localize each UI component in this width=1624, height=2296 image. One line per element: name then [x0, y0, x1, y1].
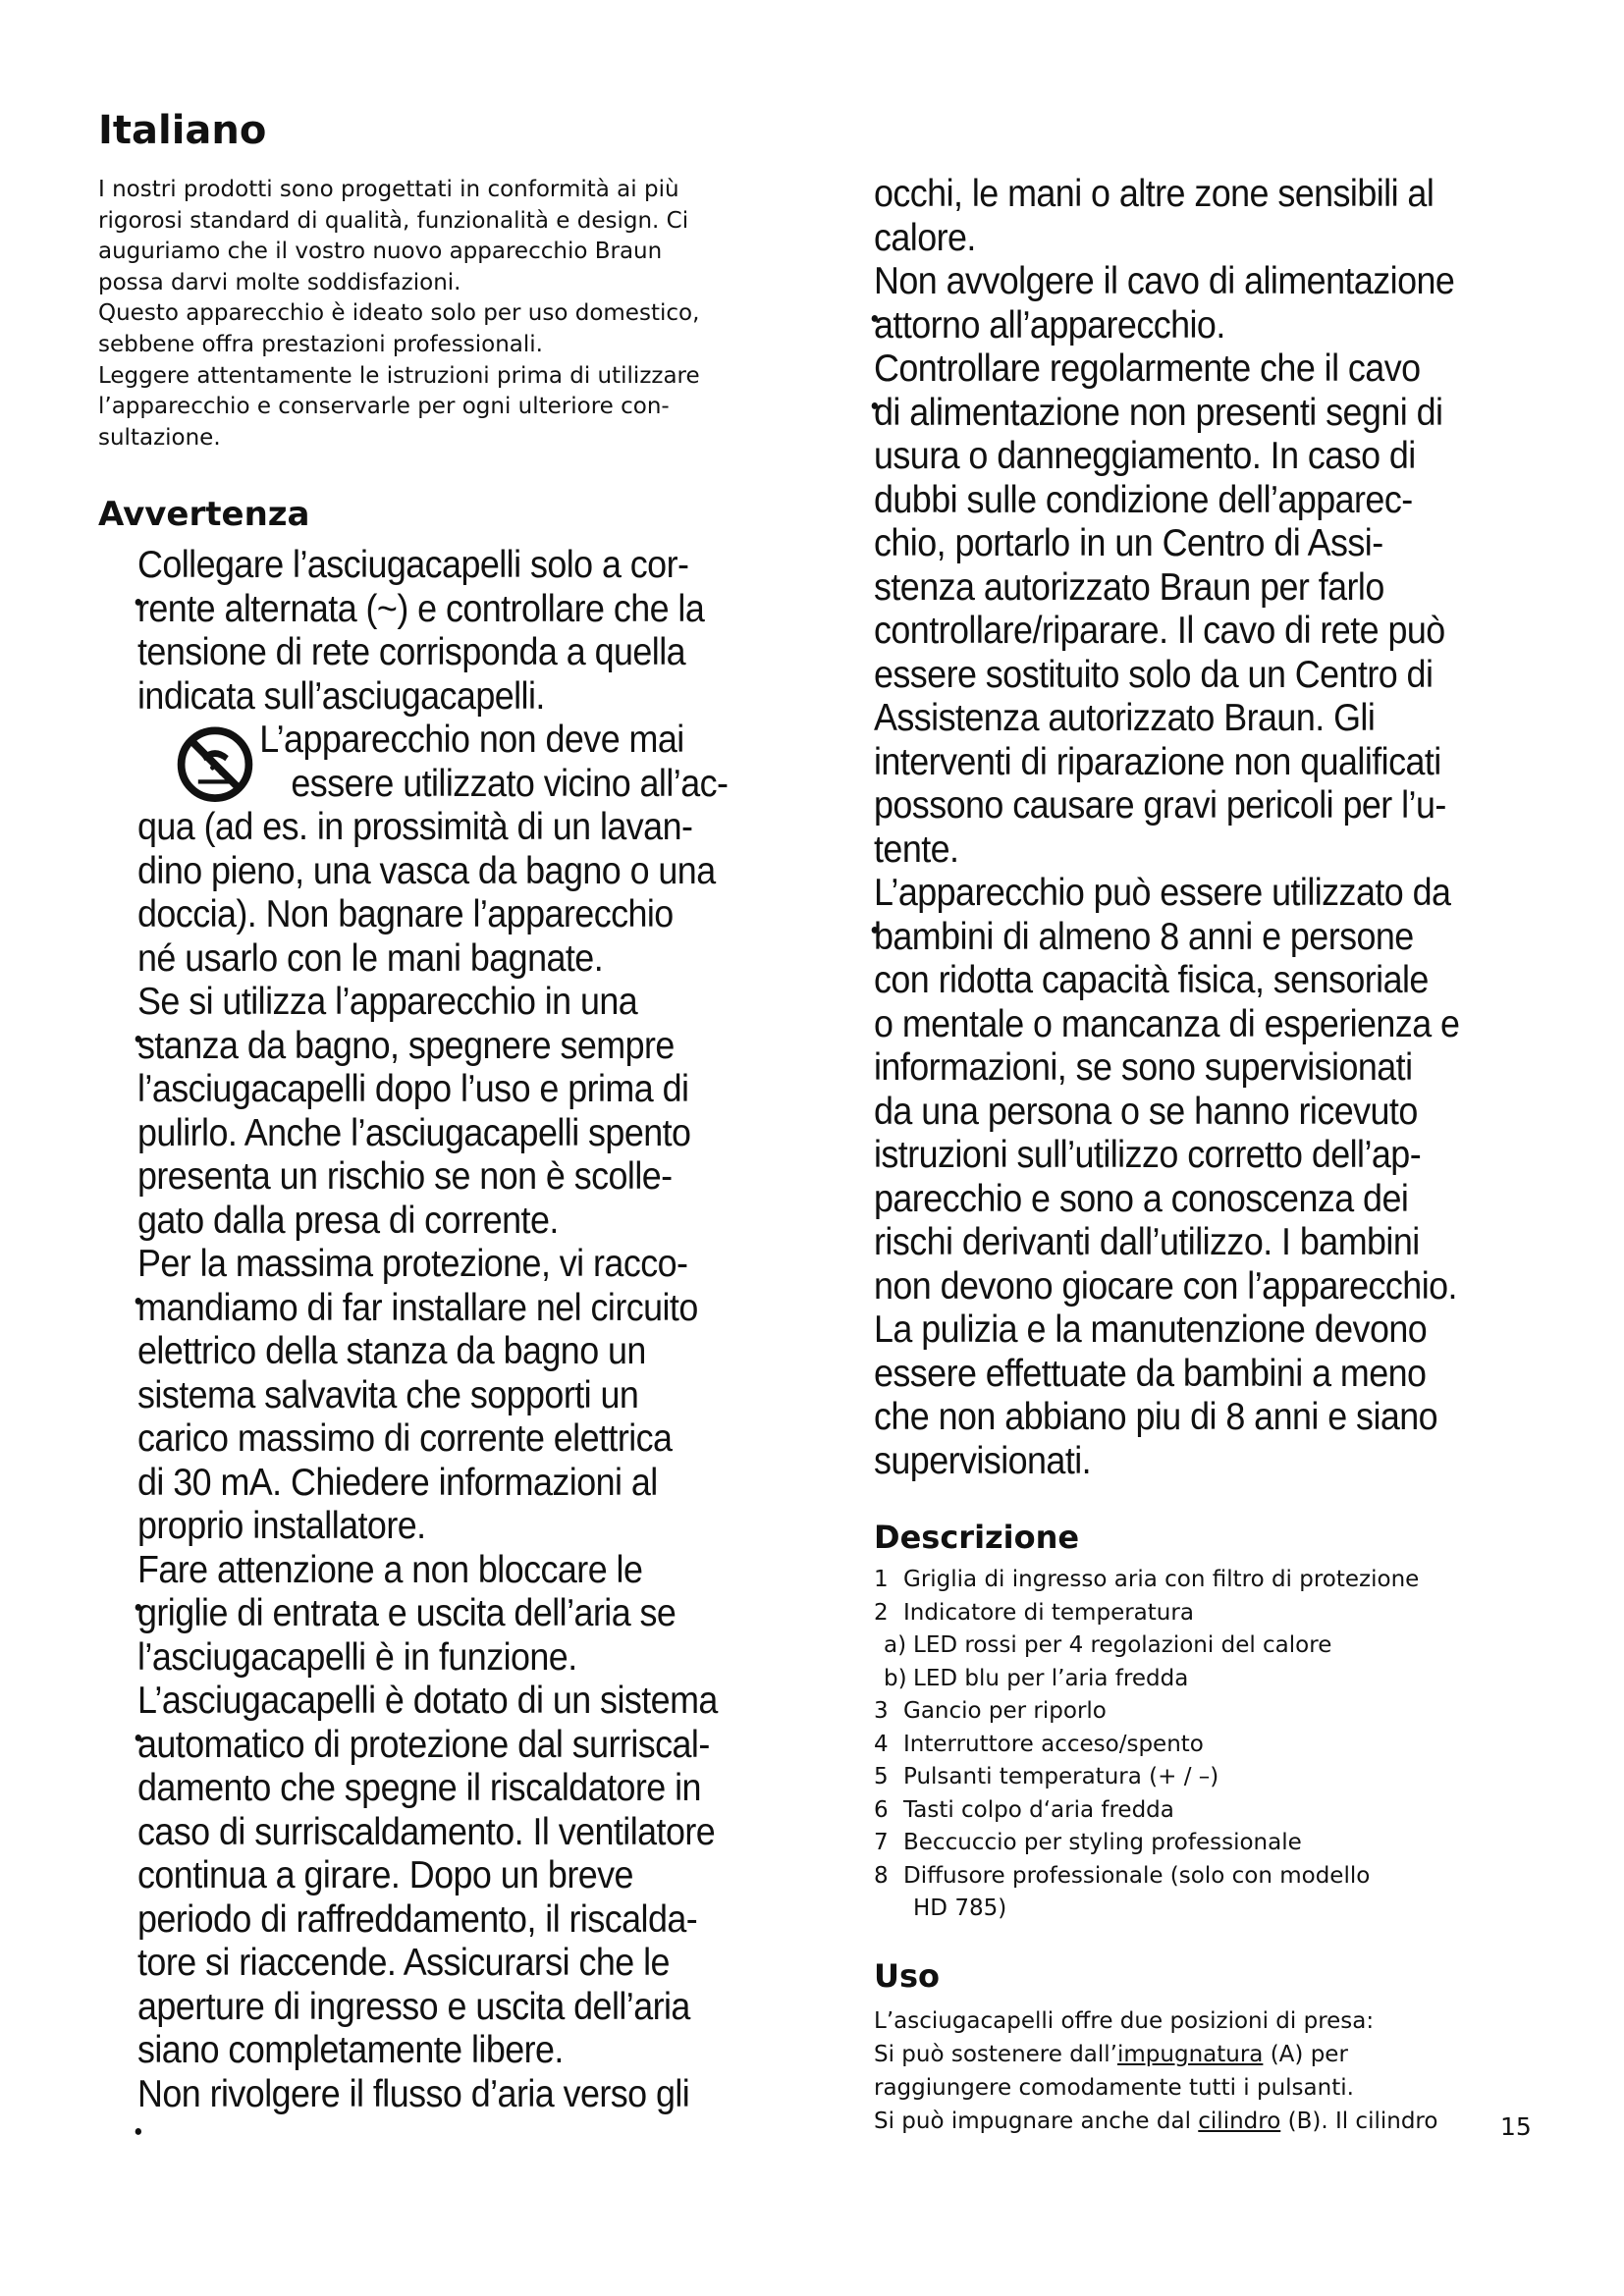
warning-line: parecchio e sono a conoscenza dei: [874, 1177, 1409, 1220]
warning-line: caso di surriscaldamento. Il ventilatore: [137, 1810, 716, 1853]
warning-line: carico massimo di corrente elettrica: [137, 1417, 673, 1461]
description-list: [874, 1564, 1561, 1926]
warning-line: né usarlo con le mani bagnate.: [137, 936, 604, 980]
page-title: Italiano: [98, 108, 267, 153]
warning-line: Non rivolgere il flusso d’aria verso gli: [137, 2072, 690, 2115]
warning-line: presenta un rischio se non è scolle-: [137, 1155, 673, 1199]
warning-line: elettrico della stanza da bagno un: [137, 1330, 646, 1373]
warning-line: controllare/riparare. Il cavo di rete può: [874, 610, 1445, 652]
warning-line: L’apparecchio può essere utilizzato da: [874, 872, 1451, 914]
use-text: Si può impugnare anche dal: [874, 2108, 1199, 2134]
warning-item-3: [137, 981, 805, 1243]
use-line: L’asciugacapelli offre due posizioni di presa:: [874, 2007, 1375, 2034]
warning-item-9: [874, 347, 1561, 872]
warning-line: mandiamo di far installare nel circuito: [137, 1286, 698, 1329]
warning-line: Fare attenzione a non bloccare le: [137, 1548, 643, 1591]
warning-line: rischi derivanti dall’utilizzo. I bambini: [874, 1221, 1420, 1263]
warning-item-6: [137, 1680, 805, 2073]
warning-line: periodo di raffreddamento, il riscalda-: [137, 1897, 698, 1941]
warning-line: istruzioni sull’utilizzo corretto dell’ap-: [874, 1134, 1422, 1176]
warning-line: siano completamente libere.: [137, 2029, 564, 2072]
page-number: 15: [1500, 2112, 1532, 2141]
warning-line: Se si utilizza l’apparecchio in una: [137, 981, 638, 1024]
warning-item-7: [137, 2073, 805, 2117]
use-line: raggiungere comodamente tutti i pulsanti.: [874, 2074, 1354, 2101]
right-column: [874, 173, 1561, 2138]
warning-line: essere sostituito solo da un Centro di: [874, 653, 1434, 696]
warning-line: l’asciugacapelli dopo l’uso e prima di: [137, 1068, 689, 1111]
warning-line: l’asciugacapelli è in funzione.: [137, 1635, 577, 1679]
warning-line: doccia). Non bagnare l’apparecchio: [137, 893, 674, 936]
intro-line: sebbene offra prestazioni professionali.: [98, 331, 543, 357]
item-number: a): [884, 1632, 907, 1658]
warning-line: da una persona o se hanno ricevuto: [874, 1090, 1418, 1133]
warning-heading: Avvertenza: [98, 495, 310, 535]
warning-line: continua a girare. Dopo un breve: [137, 1854, 633, 1897]
warning-line: qua (ad es. in prossimità di un lavan-: [137, 806, 693, 849]
warning-line: La pulizia e la manutenzione devono: [874, 1308, 1428, 1351]
list-item: [874, 1663, 1561, 1696]
left-column: [98, 175, 805, 2116]
item-number: 2: [874, 1599, 889, 1626]
warning-item-4: [137, 1243, 805, 1549]
warning-line: griglie di entrata e uscita dell’aria se: [137, 1592, 677, 1635]
item-number: 7: [874, 1830, 889, 1855]
warning-line: indicata sull’asciugacapelli.: [137, 674, 545, 718]
list-item: [874, 1827, 1561, 1860]
warning-item-2: [137, 719, 805, 981]
list-item: [874, 1695, 1561, 1729]
list-item: [874, 1729, 1561, 1762]
warning-line: gato dalla presa di corrente.: [137, 1199, 559, 1242]
warning-item-8: [874, 260, 1561, 347]
description-heading: Descrizione: [874, 1519, 1080, 1556]
item-number: 6: [874, 1796, 889, 1823]
warning-line: automatico di protezione dal surriscal-: [137, 1723, 710, 1766]
intro-line: sultazione.: [98, 424, 221, 451]
warning-item-1: [137, 544, 805, 719]
use-heading: Uso: [874, 1956, 941, 1995]
warning-list: [98, 544, 805, 2116]
warning-line: Assistenza autorizzato Braun. Gli: [874, 697, 1376, 739]
warning-line: tore si riaccende. Assicurarsi che le: [137, 1942, 670, 1985]
warning-line: informazioni, se sono supervisionati: [874, 1046, 1413, 1089]
use-section: [874, 1955, 1561, 2138]
warning-line: chio, portarlo in un Centro di Assi-: [874, 522, 1383, 564]
item-number: b): [884, 1665, 907, 1691]
warning-line: di 30 mA. Chiedere informazioni al: [137, 1461, 658, 1504]
list-item: [874, 1629, 1561, 1663]
warning-line: rente alternata (~) e controllare che la: [137, 587, 705, 630]
intro-line: Leggere attentamente le istruzioni prima di utilizzare: [98, 362, 700, 389]
use-line: [874, 2038, 1561, 2071]
warning-line: bambini di almeno 8 anni e persone: [874, 915, 1414, 958]
warning-line: usura o danneggiamento. In caso di: [874, 435, 1416, 477]
warning-line: dino pieno, una vasca da bagno o una: [137, 849, 716, 892]
item-number: 1: [874, 1567, 889, 1592]
intro-paragraph: [98, 175, 805, 454]
list-item: [874, 1564, 1561, 1597]
item-number: 4: [874, 1731, 889, 1757]
warning-line: damento che spegne il riscaldatore in: [137, 1767, 701, 1810]
intro-line: rigorosi standard di qualità, funzionalità e design. Ci: [98, 207, 689, 234]
warning-line: Collegare l’asciugacapelli solo a cor-: [137, 544, 689, 587]
item-number: 8: [874, 1862, 889, 1889]
item-number: 5: [874, 1764, 889, 1789]
warning-line: o mentale o mancanza di esperienza e: [874, 1002, 1460, 1045]
warning-line: tensione di rete corrisponda a quella: [137, 631, 686, 674]
item-text: Gancio per riporlo: [903, 1698, 1107, 1724]
item-text: Griglia di ingresso aria con filtro di protezione: [903, 1567, 1420, 1592]
warning-line: calore.: [874, 216, 976, 259]
warning-line: che non abbiano piu di 8 anni e siano: [874, 1396, 1438, 1438]
warning-item-5: [137, 1549, 805, 1681]
warning-line: stenza autorizzato Braun per farlo: [874, 565, 1384, 609]
item-number: 3: [874, 1698, 889, 1724]
list-item: [874, 1761, 1561, 1794]
warning-line: aperture di ingresso e uscita dell’aria: [137, 1985, 690, 2028]
use-line: [874, 2105, 1561, 2138]
item-text: Indicatore di temperatura: [903, 1599, 1194, 1626]
warning-line: pulirlo. Anche l’asciugacapelli spento: [137, 1111, 691, 1154]
warning-line: possono causare gravi pericoli per l’u-: [874, 784, 1446, 827]
intro-line: l’apparecchio e conservarle per ogni ulteriore con-: [98, 394, 670, 420]
warning-line: L’asciugacapelli è dotato di un sistema: [137, 1680, 718, 1723]
intro-line: I nostri prodotti sono progettati in conformità ai più: [98, 177, 679, 202]
warning-line: proprio installatore.: [137, 1505, 426, 1548]
use-text: (A) per: [1263, 2041, 1348, 2067]
use-text: (B). Il cilindro: [1280, 2108, 1438, 2134]
item-text: Tasti colpo d‘aria fredda: [903, 1796, 1174, 1823]
warning-line: essere utilizzato vicino all’ac-: [291, 762, 729, 805]
item-text: HD 785): [913, 1896, 1007, 1921]
item-text: Pulsanti temperatura (+ / –): [903, 1764, 1219, 1789]
warning-line: interventi di riparazione non qualificati: [874, 740, 1441, 783]
item-text: Interruttore acceso/spento: [903, 1731, 1204, 1757]
item-text: Beccuccio per styling professionale: [903, 1830, 1302, 1855]
warning-line: essere effettuate da bambini a meno: [874, 1352, 1427, 1395]
warning-line: attorno all’apparecchio.: [874, 303, 1225, 347]
list-item: [874, 1860, 1561, 1894]
handle-term: impugnatura: [1117, 2041, 1264, 2067]
warning-item-7-continued: [874, 173, 1561, 260]
warning-line: con ridotta capacità fisica, sensoriale: [874, 959, 1429, 1001]
list-item: [874, 1597, 1561, 1630]
warning-line: Non avvolgere il cavo di alimentazione: [874, 260, 1455, 302]
warning-line: sistema salvavita che sopporti un: [137, 1373, 639, 1416]
item-text: Diffusore professionale (solo con modello: [903, 1862, 1371, 1889]
warning-line: tente.: [874, 828, 959, 871]
use-text: Si può sostenere dall’: [874, 2041, 1117, 2067]
cylinder-term: cilindro: [1198, 2108, 1281, 2134]
description-section: [874, 1517, 1561, 1926]
warning-item-10: [874, 872, 1561, 1483]
item-text: LED blu per l’aria fredda: [913, 1665, 1189, 1691]
warning-line: L’apparecchio non deve mai: [259, 719, 684, 762]
item-text: LED rossi per 4 regolazioni del calore: [913, 1632, 1332, 1658]
warning-line: dubbi sulle condizione dell’apparec-: [874, 478, 1413, 521]
intro-line: possa darvi molte soddisfazioni.: [98, 269, 461, 295]
warning-line: stanza da bagno, spegnere sempre: [137, 1024, 675, 1067]
list-item: [874, 1794, 1561, 1828]
intro-line: auguriamo che il vostro nuovo apparecchio Braun: [98, 239, 663, 265]
warning-line: occhi, le mani o altre zone sensibili al: [874, 173, 1435, 215]
warning-line: non devono giocare con l’apparecchio.: [874, 1264, 1457, 1308]
warning-line: supervisionati.: [874, 1439, 1092, 1482]
warning-line: Controllare regolarmente che il cavo: [874, 347, 1421, 390]
warning-line: Per la massima protezione, vi racco-: [137, 1243, 688, 1286]
list-item: [874, 1893, 1561, 1926]
warning-line: di alimentazione non presenti segni di: [874, 391, 1443, 434]
intro-line: Questo apparecchio è ideato solo per uso domestico,: [98, 300, 700, 327]
